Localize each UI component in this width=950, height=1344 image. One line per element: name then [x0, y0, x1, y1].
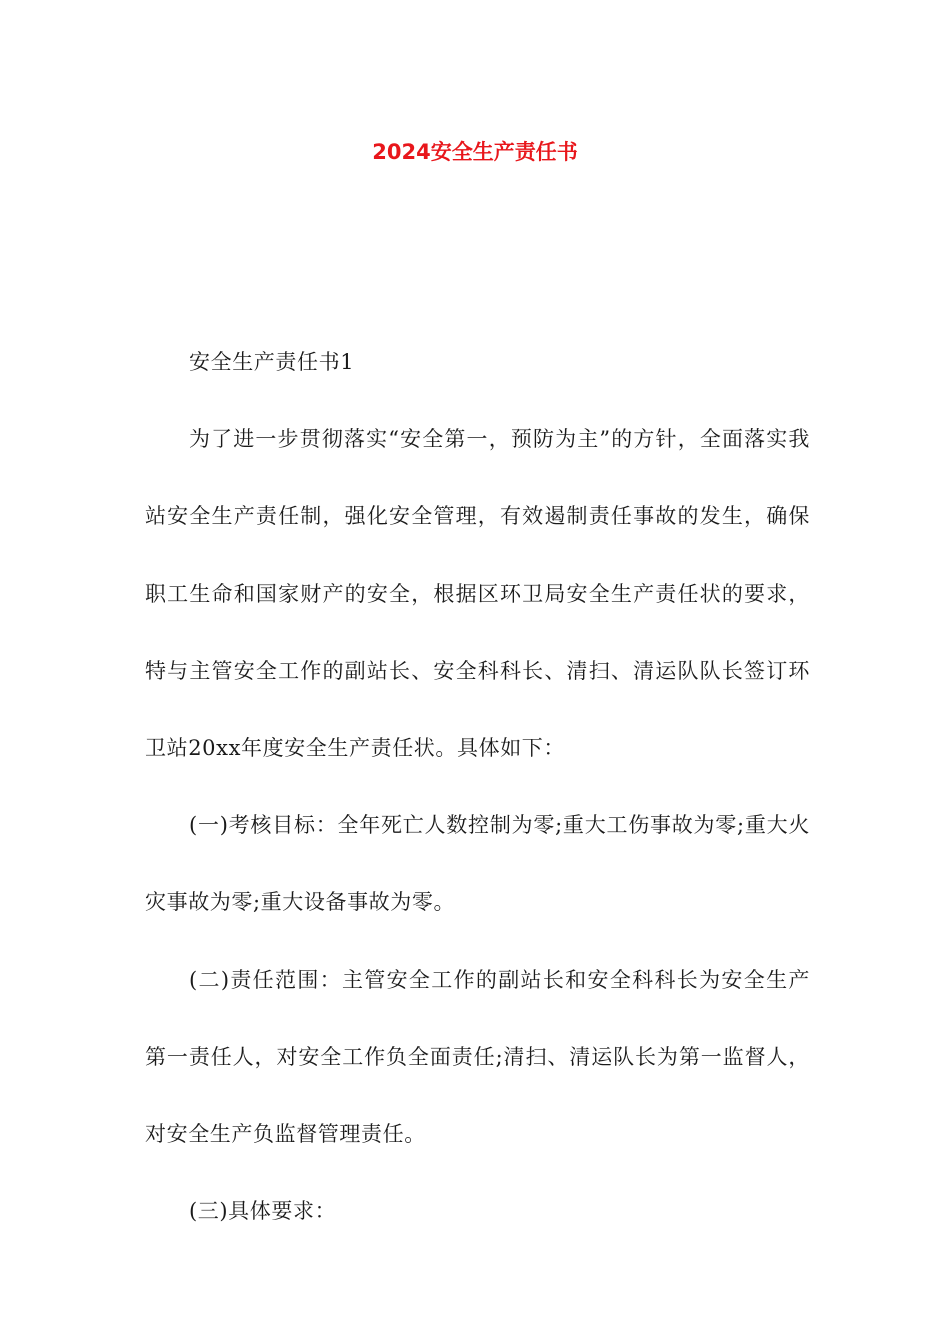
paragraph-intro: 为了进一步贯彻落实“安全第一，预防为主”的方针，全面落实我站安全生产责任制，强化安全管理，有效遏制责任事故的发生，确保职工生命和国家财产的安全，根据区环卫局安全生产责任状的要求，特与主管安全工作的副站长、安全科科长、清扫、清运队队长签订环卫站20xx年度安全生产责任状。具体如下：	[145, 427, 810, 761]
document-body	[145, 324, 810, 1250]
document-title: 2024安全生产责任书	[372, 140, 578, 164]
paragraph-responsibility-scope: (二)责任范围：主管安全工作的副站长和安全科科长为安全生产第一责任人，对安全工作负全面责任;清扫、清运队长为第一监督人，对安全生产负监督管理责任。	[145, 967, 810, 1147]
section-heading: 安全生产责任书1	[189, 350, 355, 374]
paragraph-specific-requirements: (三)具体要求：	[189, 1199, 337, 1224]
paragraph-assessment-goals: (一)考核目标：全年死亡人数控制为零;重大工伤事故为零;重大火灾事故为零;重大设备事故为零。	[145, 813, 810, 915]
